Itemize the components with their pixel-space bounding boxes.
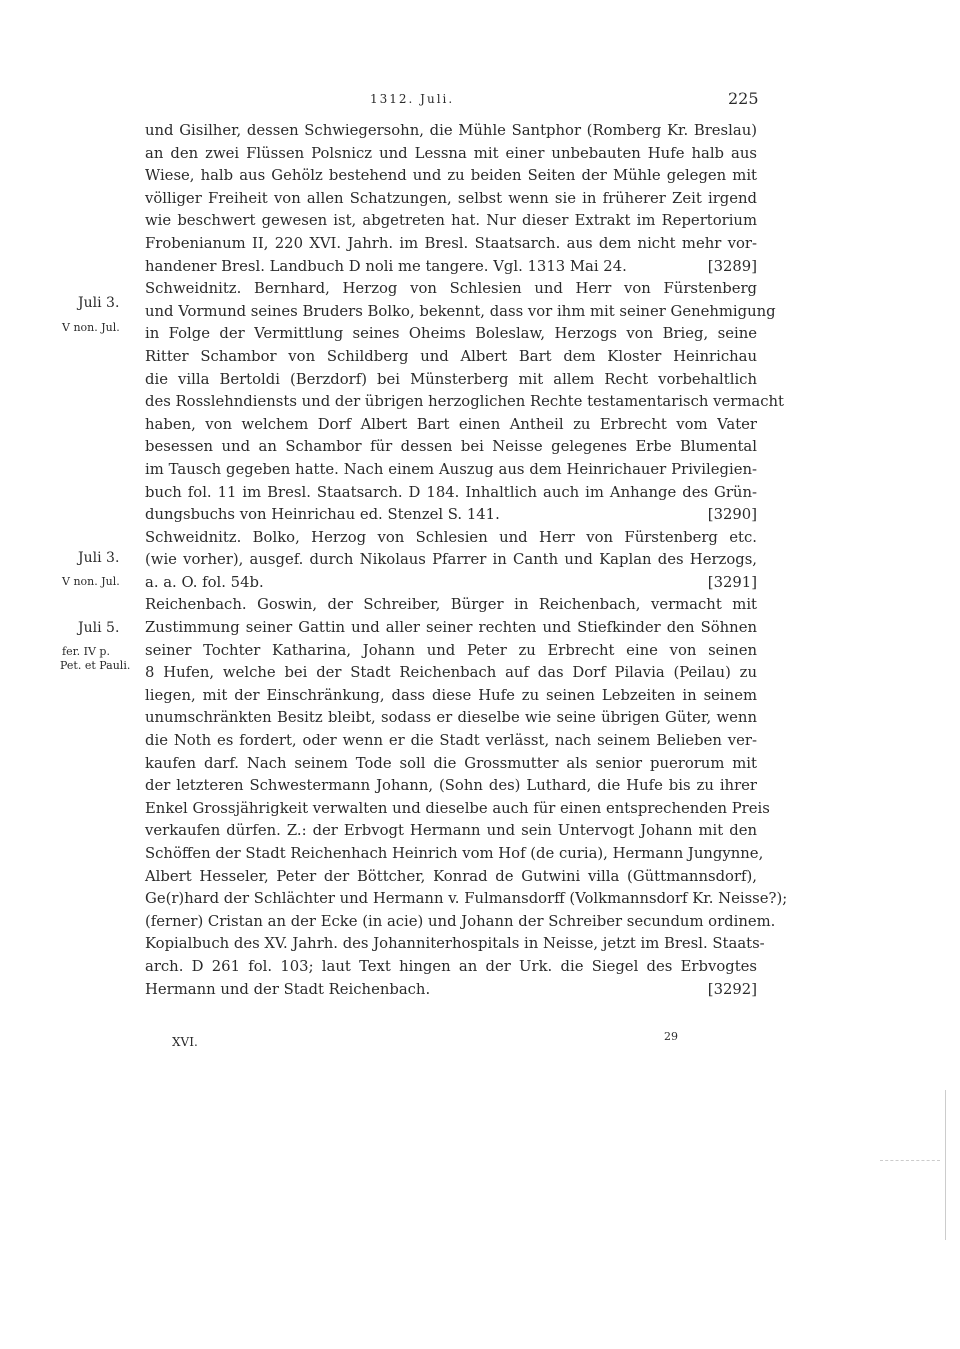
- scan-edge-mark: [880, 1160, 940, 1162]
- text-line: verkaufen dürfen. Z.: der Erbvogt Hermann und sein Untervogt Johann mit den: [145, 822, 757, 840]
- document-number: [3292]: [707, 980, 757, 998]
- text-line: Schweidnitz. Bernhard, Herzog von Schlesien und Herr von Fürstenberg: [145, 280, 757, 298]
- text-line: in Folge der Vermittlung seines Oheims Boleslaw, Herzogs von Brieg, seine: [145, 325, 757, 343]
- page-footer: [0, 1030, 960, 1050]
- text-line: Ge(r)hard der Schlächter und Hermann v. Fulmansdorff (Volkmannsdorf Kr. Neisse?);: [145, 890, 788, 908]
- text-line: wie beschwert gewesen ist, abgetreten hat. Nur dieser Extrakt im Repertorium: [145, 212, 757, 230]
- margin-date-3292: Juli 5.: [78, 620, 120, 636]
- text-line: Schweidnitz. Bolko, Herzog von Schlesien und Herr von Fürstenberg etc.: [145, 528, 757, 546]
- text-line: Schöffen der Stadt Reichenhach Heinrich vom Hof (de curia), Hermann Jungynne,: [145, 845, 764, 862]
- text-line: kaufen darf. Nach seinem Tode soll die Grossmutter als senior puerorum mit: [145, 754, 757, 772]
- text-line: im Tausch gegeben hatte. Nach einem Auszug aus dem Heinrichauer Privilegien-: [145, 460, 757, 478]
- document-number: [3290]: [707, 506, 757, 524]
- signature-mark: XVI.: [172, 1035, 198, 1049]
- margin-feast-3290: V non. Jul.: [62, 575, 120, 588]
- text-line: Hermann und der Stadt Reichenbach.: [145, 980, 431, 998]
- margin-feast-3292-b: Pet. et Pauli.: [60, 659, 131, 672]
- text-line: Kopialbuch des XV. Jahrh. des Johanniterhospitals in Neisse, jetzt im Bresl. Staats-: [145, 935, 765, 953]
- text-line: Frobenianum II, 220 XVI. Jahrh. im Bresl. Staatsarch. aus dem nicht mehr vor-: [145, 234, 757, 252]
- text-line: unumschränkten Besitz bleibt, sodass er dieselbe wie seine übrigen Güter, wenn: [145, 709, 757, 727]
- text-line: und Vormund seines Bruders Bolko, bekennt, dass vor ihm mit seiner Genehmigung: [145, 302, 776, 320]
- text-line: besessen und an Schambor für dessen bei Neisse gelegenes Erbe Blumental: [145, 438, 757, 456]
- text-line: buch fol. 11 im Bresl. Staatsarch. D 184. Inhaltlich auch im Anhange des Grün-: [145, 483, 757, 501]
- text-line: Zustimmung seiner Gattin und aller seiner rechten und Stiefkinder den Söhnen: [145, 619, 757, 637]
- text-line-with-ref: [145, 572, 757, 595]
- text-line-with-ref: [145, 979, 757, 1002]
- scan-edge-line: [945, 1090, 946, 1240]
- text-line: Wiese, halb aus Gehölz bestehend und zu beiden Seiten der Mühle gelegen mit: [145, 167, 757, 185]
- document-number: [3289]: [707, 257, 757, 275]
- text-line: die Noth es fordert, oder wenn er die Stadt verlässt, nach seinem Belieben ver-: [145, 732, 757, 750]
- text-line: Albert Hesseler, Peter der Böttcher, Konrad de Gutwini villa (Güttmannsdorf),: [145, 867, 757, 885]
- text-line: 8 Hufen, welche bei der Stadt Reichenbach auf das Dorf Pilavia (Peilau) zu: [145, 664, 757, 682]
- text-line: (ferner) Cristan an der Ecke (in acie) und Johann der Schreiber secundum ordinem.: [145, 912, 776, 930]
- margin-feast-3292: fer. IV p.: [62, 645, 110, 658]
- text-line: völliger Freiheit von allen Schatzungen, selbst wenn sie in früherer Zeit irgend: [145, 189, 757, 207]
- text-line: handener Bresl. Landbuch D noli me tangere. Vgl. 1313 Mai 24.: [145, 257, 627, 275]
- text-line: an den zwei Flüssen Polsnicz und Lessna mit einer unbebauten Hufe halb aus: [145, 144, 757, 162]
- text-line-with-ref: [145, 256, 757, 279]
- text-line: Ritter Schambor von Schildberg und Albert Bart dem Kloster Heinrichau: [145, 347, 757, 365]
- text-line: der letzteren Schwestermann Johann, (Sohn des) Luthard, die Hufe bis zu ihrer: [145, 777, 757, 795]
- margin-feast-3289: V non. Jul.: [62, 321, 120, 334]
- text-line: liegen, mit der Einschränkung, dass diese Hufe zu seinen Lebzeiten in seinem: [145, 686, 757, 704]
- text-line: Enkel Grossjährigkeit verwalten und dieselbe auch für einen entsprechenden Preis: [145, 799, 770, 817]
- text-line: Reichenbach. Goswin, der Schreiber, Bürger in Reichenbach, vermacht mit: [145, 596, 757, 614]
- text-line: haben, von welchem Dorf Albert Bart einen Antheil zu Erbrecht vom Vater: [145, 415, 757, 433]
- page-header: [0, 89, 960, 112]
- document-number: [3291]: [707, 573, 757, 591]
- text-line: die villa Bertoldi (Berzdorf) bei Münsterberg mit allem Recht vorbehaltlich: [145, 370, 757, 388]
- body-text: [145, 120, 788, 1001]
- text-line: seiner Tochter Katharina, Johann und Peter zu Erbrecht eine von seinen: [145, 641, 757, 659]
- text-line: arch. D 261 fol. 103; laut Text hingen an der Urk. die Siegel des Erbvogtes: [145, 957, 757, 975]
- text-line: (wie vorher), ausgef. durch Nikolaus Pfarrer in Canth und Kaplan des Herzogs,: [145, 551, 757, 569]
- text-line: a. a. O. fol. 54b.: [145, 573, 264, 591]
- text-line: dungsbuchs von Heinrichau ed. Stenzel S. 141.: [145, 506, 500, 524]
- margin-date-3289: Juli 3.: [78, 295, 120, 311]
- text-line-with-ref: [145, 504, 757, 527]
- margin-date-3290: Juli 3.: [78, 550, 120, 566]
- running-head: 1312. Juli.: [370, 92, 455, 106]
- text-line: und Gisilher, dessen Schwiegersohn, die Mühle Santphor (Romberg Kr. Breslau): [145, 122, 757, 139]
- text-line: des Rosslehndiensts und der übrigen herzoglichen Rechte testamentarisch vermacht: [145, 393, 784, 411]
- sheet-number: 29: [664, 1030, 678, 1043]
- page-number: 225: [728, 89, 759, 108]
